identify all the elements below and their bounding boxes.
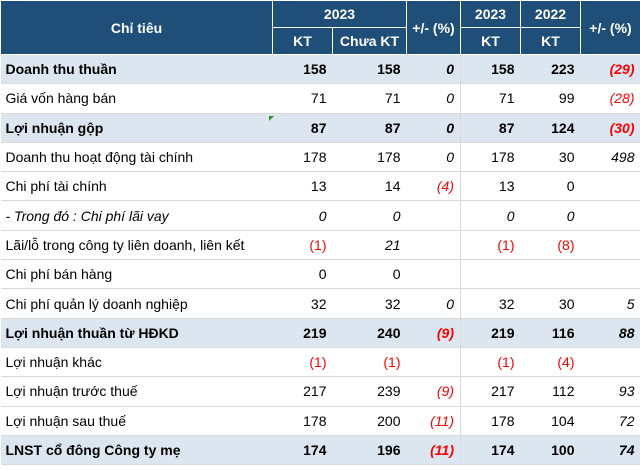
table-row: [1, 172, 640, 201]
cell-unaudited: 158: [333, 55, 407, 84]
cell-pct2: 74: [581, 435, 640, 464]
cell-unaudited: 14: [333, 172, 407, 201]
cell-pct1: [407, 347, 461, 376]
cell-kt2: 217: [461, 377, 521, 406]
cell-pct1: [407, 201, 461, 230]
cell-pct1: (11): [407, 435, 461, 464]
cell-pct2: 498: [581, 142, 640, 171]
cell-kt2: 178: [461, 406, 521, 435]
header-unaudited: Chưa KT: [333, 28, 407, 55]
cell-pct1: (11): [407, 406, 461, 435]
table-header: [1, 1, 640, 55]
cell-pct1: [407, 230, 461, 259]
cell-kt2: (1): [461, 347, 521, 376]
table-row: [1, 84, 640, 113]
cell-kt2: 174: [461, 435, 521, 464]
cell-unaudited: (1): [333, 347, 407, 376]
cell-kt2: 0: [461, 201, 521, 230]
cell-kt2: [461, 260, 521, 289]
cell-pct2: [581, 230, 640, 259]
cell-pct2: 5: [581, 289, 640, 318]
cell-kt1: 0: [273, 201, 333, 230]
cell-pct1: 0: [407, 142, 461, 171]
cell-kt2: 13: [461, 172, 521, 201]
cell-kt3: 112: [521, 377, 581, 406]
table-body: [1, 55, 640, 465]
cell-pct1: (9): [407, 377, 461, 406]
table-row: [1, 142, 640, 171]
cell-pct1: 0: [407, 84, 461, 113]
cell-kt3: (4): [521, 347, 581, 376]
cell-kt1: 13: [273, 172, 333, 201]
row-label: Lợi nhuận sau thuế: [1, 406, 273, 435]
cell-kt2: 71: [461, 84, 521, 113]
row-label: Chi phí quản lý doanh nghiệp: [1, 289, 273, 318]
table-row: [1, 406, 640, 435]
cell-unaudited: 240: [333, 318, 407, 347]
header-year-2023-a: 2023: [273, 1, 407, 28]
row-label: Lợi nhuận trước thuế: [1, 377, 273, 406]
cell-kt1: (1): [273, 347, 333, 376]
cell-kt3: 0: [521, 201, 581, 230]
cell-pct2: [581, 172, 640, 201]
row-label: Lợi nhuận khác: [1, 347, 273, 376]
cell-pct2: (28): [581, 84, 640, 113]
header-year-2022: 2022: [521, 1, 581, 28]
cell-kt2: 87: [461, 113, 521, 142]
header-kt-2: KT: [461, 28, 521, 55]
cell-pct2: (29): [581, 55, 640, 84]
cell-pct2: [581, 347, 640, 376]
cell-unaudited: 87: [333, 113, 407, 142]
cell-pct2: 88: [581, 318, 640, 347]
row-label: LNST cổ đông Công ty mẹ: [1, 435, 273, 464]
cell-kt3: 30: [521, 289, 581, 318]
table-row: [1, 377, 640, 406]
cell-kt1: 174: [273, 435, 333, 464]
cell-pct1: 0: [407, 113, 461, 142]
table-row: [1, 113, 640, 142]
header-kt-3: KT: [521, 28, 581, 55]
cell-pct1: (4): [407, 172, 461, 201]
cell-kt3: 0: [521, 172, 581, 201]
row-label: Chi phí bán hàng: [1, 260, 273, 289]
row-label: Doanh thu thuần: [1, 55, 273, 84]
cell-kt3: 30: [521, 142, 581, 171]
cell-pct2: [581, 201, 640, 230]
cell-kt1: 71: [273, 84, 333, 113]
cell-kt1: 219: [273, 318, 333, 347]
cell-unaudited: 196: [333, 435, 407, 464]
cell-unaudited: 0: [333, 201, 407, 230]
cell-pct2: 72: [581, 406, 640, 435]
table-row: [1, 318, 640, 347]
cell-pct2: 93: [581, 377, 640, 406]
row-label: - Trong đó : Chi phí lãi vay: [1, 201, 273, 230]
cell-kt1: 0: [273, 260, 333, 289]
table-row: [1, 260, 640, 289]
cell-kt1: 32: [273, 289, 333, 318]
cell-unaudited: 239: [333, 377, 407, 406]
cell-kt1: 87: [273, 113, 333, 142]
row-label: Lãi/lỗ trong công ty liên doanh, liên kết: [1, 230, 273, 259]
row-label: Lợi nhuận gộp: [1, 113, 273, 142]
cell-kt1: (1): [273, 230, 333, 259]
table-row: [1, 435, 640, 464]
table-row: [1, 289, 640, 318]
cell-kt3: (8): [521, 230, 581, 259]
row-label: Doanh thu hoạt động tài chính: [1, 142, 273, 171]
cell-pct1: 0: [407, 289, 461, 318]
cell-unaudited: 71: [333, 84, 407, 113]
cell-kt3: 116: [521, 318, 581, 347]
cell-unaudited: 21: [333, 230, 407, 259]
cell-kt3: 100: [521, 435, 581, 464]
row-label: Lợi nhuận thuần từ HĐKD: [1, 318, 273, 347]
cell-unaudited: 200: [333, 406, 407, 435]
cell-pct1: [407, 260, 461, 289]
cell-kt3: 223: [521, 55, 581, 84]
cell-unaudited: 32: [333, 289, 407, 318]
header-indicator: Chỉ tiêu: [1, 1, 273, 55]
cell-pct1: 0: [407, 55, 461, 84]
table-row: [1, 347, 640, 376]
table-row: [1, 55, 640, 84]
cell-kt1: 178: [273, 406, 333, 435]
cell-unaudited: 0: [333, 260, 407, 289]
row-label: Giá vốn hàng bán: [1, 84, 273, 113]
cell-kt1: 217: [273, 377, 333, 406]
header-year-2023-b: 2023: [461, 1, 521, 28]
cell-kt2: 32: [461, 289, 521, 318]
cell-comment-marker: [269, 116, 274, 121]
cell-pct2: (30): [581, 113, 640, 142]
cell-kt3: 99: [521, 84, 581, 113]
cell-kt3: 104: [521, 406, 581, 435]
cell-unaudited: 178: [333, 142, 407, 171]
header-change-a: +/- (%): [407, 1, 461, 55]
header-change-b: +/- (%): [581, 1, 640, 55]
cell-pct2: [581, 260, 640, 289]
cell-kt3: 124: [521, 113, 581, 142]
cell-kt1: 158: [273, 55, 333, 84]
cell-kt3: [521, 260, 581, 289]
cell-kt2: 158: [461, 55, 521, 84]
table-row: [1, 230, 640, 259]
cell-kt1: 178: [273, 142, 333, 171]
cell-kt2: 219: [461, 318, 521, 347]
cell-pct1: (9): [407, 318, 461, 347]
cell-kt2: 178: [461, 142, 521, 171]
row-label: Chi phí tài chính: [1, 172, 273, 201]
header-kt-1: KT: [273, 28, 333, 55]
cell-kt2: (1): [461, 230, 521, 259]
table-row: [1, 201, 640, 230]
